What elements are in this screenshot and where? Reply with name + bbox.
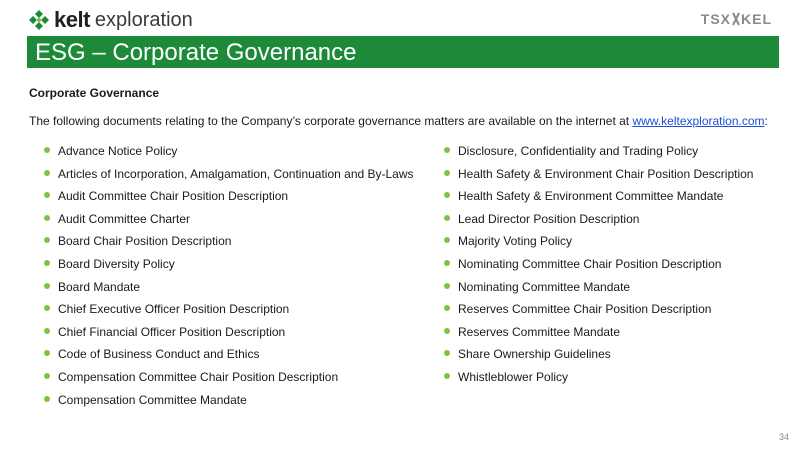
list-item [44,279,414,302]
bullet-icon [44,396,50,402]
page-number: 34 [778,432,789,442]
list-item [44,211,414,234]
list-item [444,233,753,256]
list-item [44,233,414,256]
ticker-exchange: TSX [700,11,731,27]
list-item [44,324,414,347]
list-item-label: Reserves Committee Mandate [458,324,621,339]
list-item-label: Share Ownership Guidelines [458,347,611,362]
list-item [444,324,753,347]
list-item [44,188,414,211]
list-item [44,256,414,279]
list-item [444,166,753,189]
bullet-icon [44,283,50,289]
list-item-label: Chief Executive Officer Position Description [58,302,290,317]
page-title: ESG – Corporate Governance [35,39,357,66]
bullet-icon [44,350,50,356]
stock-ticker [701,11,772,27]
title-banner [27,36,779,68]
list-item [44,346,414,369]
bullet-icon [444,328,450,334]
bullet-icon [44,305,50,311]
intro-text: The following documents relating to the Company’s corporate governance matters are available on the internet at [29,114,633,128]
kelt-logo-icon [28,9,50,31]
list-item-label: Compensation Committee Mandate [58,392,247,407]
list-item-label: Code of Business Conduct and Ethics [58,347,260,362]
company-logo [28,6,193,34]
intro-paragraph [29,114,768,128]
logo-name-light: exploration [94,8,193,31]
section-heading: Corporate Governance [29,86,160,100]
list-item [444,369,753,392]
ticker-separator-icon [732,12,740,26]
left-document-list [44,143,414,414]
bullet-icon [44,170,50,176]
list-item [444,346,753,369]
list-item-label: Majority Voting Policy [458,234,573,249]
list-item [44,369,414,392]
bullet-icon [444,237,450,243]
list-item-label: Board Mandate [58,279,141,294]
list-item [44,392,414,415]
list-item-label: Whistleblower Policy [458,369,569,384]
list-item-label: Nominating Committee Mandate [458,279,631,294]
list-item [444,279,753,302]
bullet-icon [444,260,450,266]
list-item [44,143,414,166]
website-link[interactable]: www.keltexploration.com [632,114,765,128]
list-item [444,256,753,279]
bullet-icon [44,192,50,198]
list-item-label: Disclosure, Confidentiality and Trading Policy [458,144,699,158]
list-item-label: Compensation Committee Chair Position Description [58,369,339,384]
ticker-symbol: KEL [741,11,772,27]
right-document-list [444,143,753,392]
list-item-label: Advance Notice Policy [58,144,178,158]
list-item [444,143,753,166]
bullet-icon [44,215,50,221]
list-item-label: Lead Director Position Description [458,211,640,226]
bullet-icon [44,260,50,266]
list-item-label: Audit Committee Charter [58,211,191,226]
list-item-label: Articles of Incorporation, Amalgamation, Continuation and By-Laws [58,166,414,181]
list-item-label: Health Safety & Environment Chair Position Description [458,166,754,181]
bullet-icon [444,350,450,356]
bullet-icon [444,170,450,176]
list-item-label: Board Chair Position Description [58,234,232,249]
list-item [444,301,753,324]
bullet-icon [44,373,50,379]
list-item [44,166,414,189]
list-item-label: Reserves Committee Chair Position Description [458,302,712,317]
bullet-icon [444,283,450,289]
list-item-label: Audit Committee Chair Position Description [58,189,289,204]
list-item [44,301,414,324]
bullet-icon [444,373,450,379]
logo-name-bold: kelt [54,7,90,32]
list-item [444,188,753,211]
bullet-icon [444,215,450,221]
list-item-label: Health Safety & Environment Committee Mandate [458,189,724,204]
bullet-icon [444,305,450,311]
bullet-icon [444,147,450,153]
intro-colon: : [764,114,768,128]
list-item-label: Chief Financial Officer Position Description [58,324,286,339]
list-item-label: Board Diversity Policy [58,256,175,271]
bullet-icon [444,192,450,198]
bullet-icon [44,147,50,153]
bullet-icon [44,328,50,334]
bullet-icon [44,237,50,243]
list-item [444,211,753,234]
list-item-label: Nominating Committee Chair Position Description [458,256,722,271]
